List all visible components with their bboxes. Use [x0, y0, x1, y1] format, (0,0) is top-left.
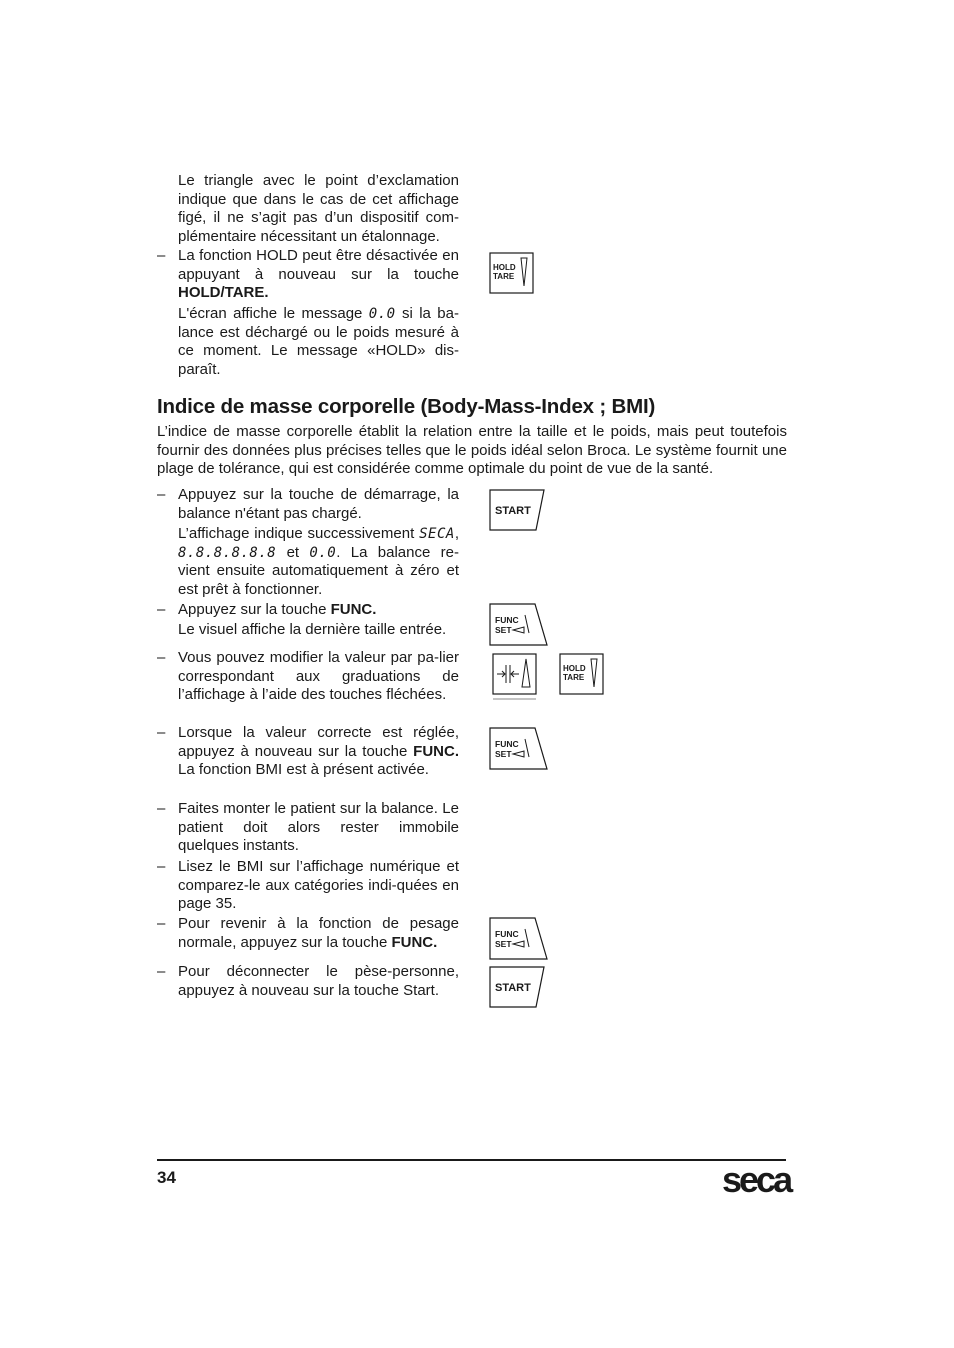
bullet-dash: –: [157, 963, 166, 980]
step-func-note: Le visuel affiche la dernière taille entrée.: [178, 621, 447, 638]
hold-deactivate-paragraph: La fonction HOLD peut être désactivée en appuyant à nouveau sur la touche HOLD/TARE.: [178, 247, 459, 302]
hold-tare-key-icon: [489, 252, 535, 294]
footer-rule: [157, 1159, 786, 1161]
svg-text:FUNC: FUNC: [495, 929, 519, 939]
svg-text:SET: SET: [495, 939, 512, 949]
step-func-confirm: Lorsque la valeur correcte est réglée, appuyez à nouveau sur la touche FUNC. La fonction BMI est à présent activée.: [178, 724, 459, 779]
svg-text:HOLD: HOLD: [493, 263, 516, 272]
step-patient: Faites monter le patient sur la balance. Le patient doit alors rester immobile quelques instants.: [178, 800, 459, 855]
start-key-icon: [489, 966, 547, 1008]
step-power-off: Pour déconnecter le pèse-personne, appuyez à nouveau sur la touche Start.: [178, 963, 459, 999]
display-message-paragraph: L'écran affiche le message 0.0 si la ba-lance est déchargé ou le poids mesuré à ce moment. Le message «HOLD» dis-paraît.: [178, 305, 459, 378]
svg-text:FUNC: FUNC: [495, 615, 519, 625]
svg-text:TARE: TARE: [563, 673, 585, 682]
section-title: Indice de masse corporelle (Body-Mass-Index ; BMI): [157, 395, 656, 418]
bullet-dash: –: [157, 724, 166, 741]
svg-text:SET: SET: [495, 625, 512, 635]
section-intro: L’indice de masse corporelle établit la relation entre la taille et le poids, mais peut toutefois fournir des données plus précises telles que le poids idéal selon Broca. Le système fournit une plage de tolérance, qui est considérée comme optimale du point de vue de la santé.: [157, 423, 787, 478]
func-set-key-icon: [489, 727, 549, 771]
page-number: 34: [157, 1168, 176, 1187]
svg-text:FUNC: FUNC: [495, 739, 519, 749]
bullet-dash: –: [157, 601, 166, 618]
bullet-dash: –: [157, 915, 166, 932]
start-key-icon: [489, 489, 547, 531]
step-arrows: Vous pouvez modifier la valeur par pa-lier correspondant aux graduations de l’affichage à l’aide des touches fléchées.: [178, 649, 459, 704]
svg-text:TARE: TARE: [493, 272, 515, 281]
bullet-dash: –: [157, 800, 166, 817]
step-start-display: L’affichage indique successivement SECA, 8.8.8.8.8.8 et 0.0. La balance re-vient ensuite automatiquement à zéro et est prêt à fonctionner.: [178, 525, 459, 598]
svg-text:START: START: [495, 982, 531, 994]
step-start: Appuyez sur la touche de démarrage, la balance n'étant pas chargé.: [178, 486, 459, 522]
brand-logo: seca: [722, 1159, 791, 1200]
func-set-key-icon: [489, 603, 549, 647]
bullet-dash: –: [157, 649, 166, 666]
bullet-dash: –: [157, 858, 166, 875]
hold-tare-key-icon: [559, 653, 605, 695]
step-read-bmi: Lisez le BMI sur l’affichage numérique et comparez-le aux catégories indi-quées en page 35.: [178, 858, 459, 913]
func-set-key-icon: [489, 917, 549, 961]
bullet-dash: –: [157, 486, 166, 503]
arrow-key-icon: [492, 653, 538, 701]
step-return: Pour revenir à la fonction de pesage normale, appuyez sur la touche FUNC.: [178, 915, 459, 951]
svg-text:HOLD: HOLD: [563, 664, 586, 673]
svg-text:SET: SET: [495, 749, 512, 759]
step-func: Appuyez sur la touche FUNC.: [178, 601, 377, 618]
segment-display-text: 0.0: [368, 306, 396, 322]
svg-text:START: START: [495, 505, 531, 517]
bullet-dash: –: [157, 247, 166, 264]
hold-note-paragraph: Le triangle avec le point d’exclamation indique que dans le cas de cet affichage figé, il ne s’agit pas d’un dispositif com-plémentaire nécessitant un étalonnage.: [178, 172, 459, 245]
